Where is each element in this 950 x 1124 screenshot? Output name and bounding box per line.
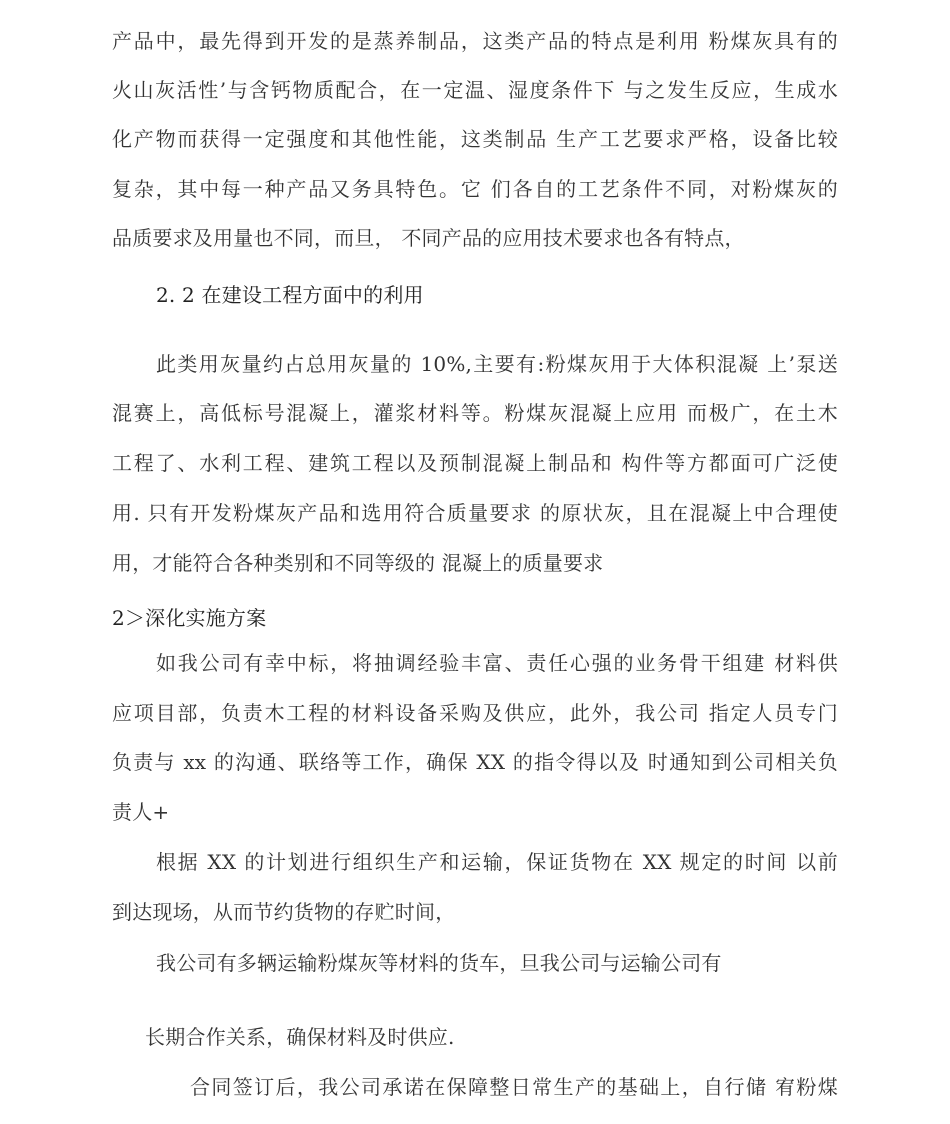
body-text-line: 工程了、水利工程、建筑工程以及预制混凝上制品和 构件等方都面可广泛使 (112, 451, 838, 475)
body-text-line: 用. 只有开发粉煤灰产品和选用符合质量要求 的原状灰，且在混凝上中合理使 (112, 501, 838, 525)
body-text-line: 火山灰活性’与含钙物质配合，在一定温、湿度条件下 与之发生反应，生成水 (112, 78, 838, 102)
body-text-line: 我公司有多辆运输粉煤灰等材料的货车，旦我公司与运输公司有 (156, 951, 722, 975)
body-text-line: 应项目部，负责木工程的材料设备采购及供应，此外，我公司 指定人员专门 (112, 701, 838, 725)
body-text-line: 此类用灰量约占总用灰量的 10%,主要有:粉煤灰用于大体积混凝 上’泵送 (156, 352, 838, 376)
body-text-line: 产品中，最先得到开发的是蒸养制品，这类产品的特点是利用 粉煤灰具有的 (112, 29, 838, 53)
body-text-line: 化产物而获得一定强度和其他性能，这类制品 生产工艺要求严格，设备比较 (112, 127, 838, 151)
body-text-line: 合同签订后，我公司承诺在保障整日常生产的基础上，自行储 宥粉煤 (190, 1075, 838, 1099)
body-text-line: 品质要求及用量也不同，而旦， 不同产品的应用技术要求也各有特点， (112, 226, 745, 250)
body-text-line: 负责与 xx 的沟通、联络等工作，确保 XX 的指令得以及 时通知到公司相关负 (112, 750, 838, 774)
body-text-line: 复杂，其中每一种产品又务具特色。它 们各自的工艺条件不同，对粉煤灰的 (112, 177, 838, 201)
body-text-line: 长期合作关系，确保材料及时供应. (145, 1025, 455, 1049)
body-text-line: 如我公司有幸中标，将抽调经验丰富、责任心强的业务骨干组建 材料供 (156, 651, 838, 675)
body-text-line: 到达现场，从而节约货物的存贮时间， (112, 900, 456, 924)
body-text-line: 混赛上，高低标号混凝上，灌浆材料等。粉煤灰混凝上应用 而极广，在土木 (112, 401, 838, 425)
section-heading: 2. 2 在建设工程方面中的利用 (156, 283, 424, 307)
body-text-line: 用，才能符合各种类别和不同等级的 混凝上的质量要求 (112, 551, 604, 575)
body-text-line: 责人+ (112, 800, 170, 824)
section-heading: 2＞深化实施方案 (112, 606, 267, 630)
body-text-line: 根据 XX 的计划进行组织生产和运输，保证货物在 XX 规定的时间 以前 (156, 850, 838, 874)
